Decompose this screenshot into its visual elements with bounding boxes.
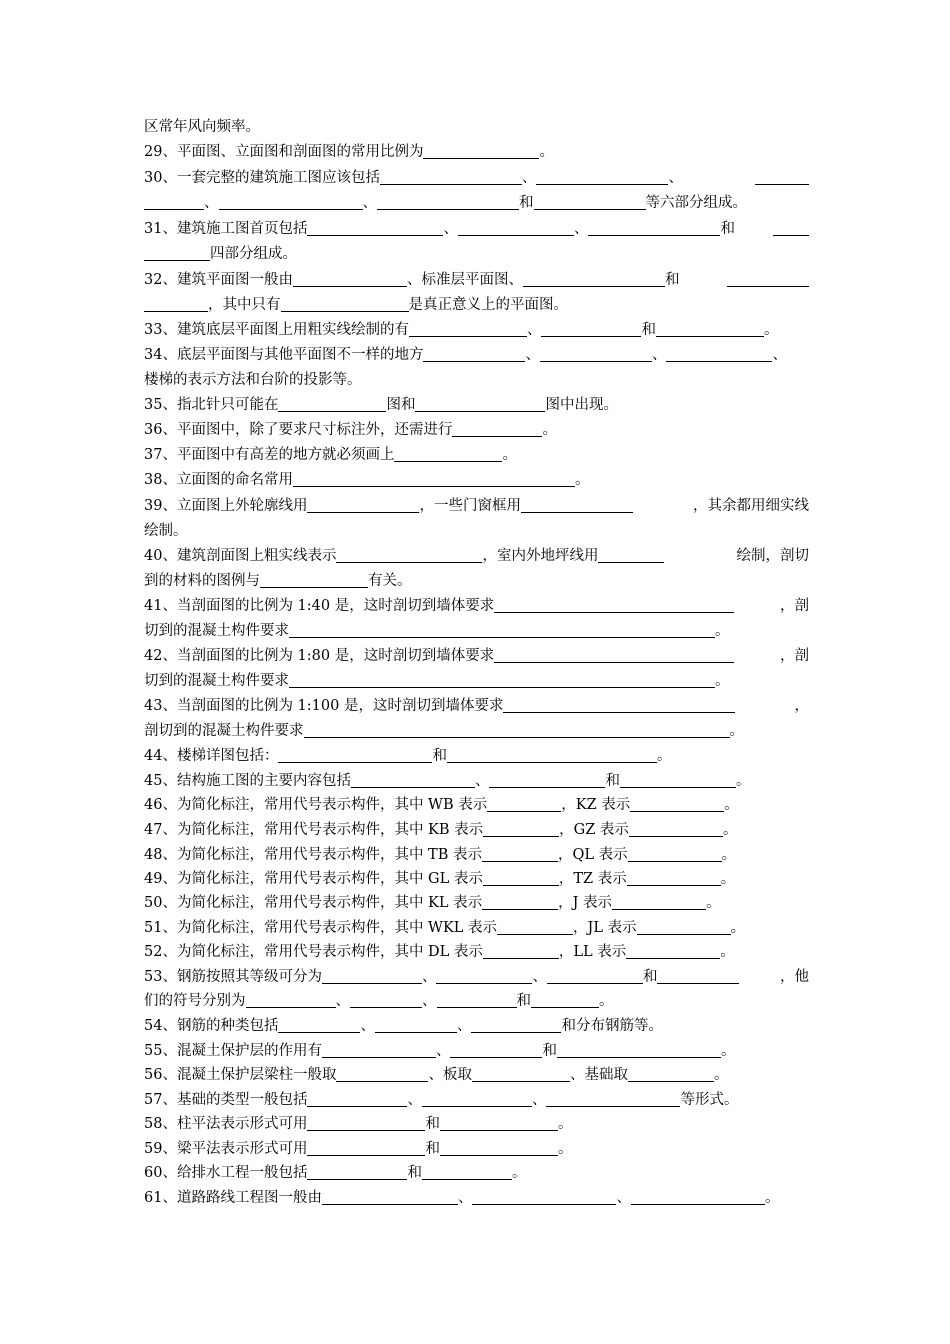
question-35: 35、指北针只可能在 图和 图中出现。 [144,393,809,417]
answer-blank[interactable] [447,745,657,763]
answer-blank[interactable] [546,1089,680,1107]
answer-blank[interactable] [503,695,735,713]
answer-blank[interactable] [540,344,652,362]
answer-blank[interactable] [422,1162,512,1180]
question-52: 52、为简化标注，常用代号表示构件，其中 DL 表示 ，LL 表示 。 [144,940,809,964]
answer-blank[interactable] [482,844,558,862]
question-53-cont: 们的符号分别为 、 、 和 。 [144,989,809,1013]
answer-blank[interactable] [322,1040,436,1058]
answer-blank[interactable] [423,344,525,362]
answer-blank[interactable] [541,319,641,337]
answer-blank[interactable] [322,1187,458,1205]
answer-blank[interactable] [380,167,522,185]
answer-blank[interactable] [547,966,643,984]
question-30: 30、一套完整的建筑施工图应该包括 、 、 [144,166,809,190]
question-46: 46、为简化标注，常用代号表示构件，其中 WB 表示 ，KZ 表示 。 [144,793,809,817]
answer-blank[interactable] [637,917,731,935]
answer-blank[interactable] [422,1089,532,1107]
question-50: 50、为简化标注，常用代号表示构件，其中 KL 表示 ，J 表示 。 [144,891,809,915]
answer-blank[interactable] [489,770,605,788]
answer-blank[interactable] [483,941,559,959]
question-51: 51、为简化标注，常用代号表示构件，其中 WKL 表示 ，JL 表示 。 [144,916,809,940]
question-59: 59、梁平法表示形式可用 和 。 [144,1137,809,1161]
answer-blank[interactable] [144,243,210,261]
answer-blank[interactable] [440,1138,558,1156]
answer-blank[interactable] [351,770,475,788]
question-55: 55、混凝土保护层的作用有 、 和 。 [144,1039,809,1063]
question-37: 37、平面图中有高差的地方就必须画上 。 [144,443,809,467]
question-32: 32、建筑平面图一般由 、标准层平面图、 和 [144,268,809,292]
answer-blank[interactable] [521,495,633,513]
question-30-cont: 、 、 和 等六部分组成。 [144,191,809,215]
answer-blank[interactable] [437,990,517,1008]
answer-blank[interactable] [350,990,422,1008]
question-44: 44、楼梯详图包括： 和 。 [144,744,809,768]
answer-blank[interactable] [293,269,407,287]
answer-blank[interactable] [631,1187,765,1205]
answer-blank[interactable] [436,966,532,984]
answer-blank[interactable] [472,1187,616,1205]
answer-blank[interactable] [534,192,646,210]
answer-blank[interactable] [727,269,809,287]
question-42: 42、当剖面图的比例为 1:80 是，这时剖切到墙体要求 ，剖 [144,644,809,668]
question-38: 38、立面图的命名常用 。 [144,468,809,492]
answer-blank[interactable] [409,319,527,337]
answer-blank[interactable] [482,892,558,910]
question-48: 48、为简化标注，常用代号表示构件，其中 TB 表示 ，QL 表示 。 [144,843,809,867]
answer-blank[interactable] [666,344,772,362]
question-32-cont: ，其中只有 是真正意义上的平面图。 [144,293,809,317]
answer-blank[interactable] [494,645,734,663]
answer-blank[interactable] [483,819,559,837]
question-33: 33、建筑底层平面图上用粗实线绘制的有 、 和 。 [144,318,809,342]
answer-blank[interactable] [523,269,665,287]
answer-blank[interactable] [144,294,208,312]
answer-blank[interactable] [307,1162,407,1180]
answer-blank[interactable] [588,218,720,236]
question-47: 47、为简化标注，常用代号表示构件，其中 KB 表示 ，GZ 表示 。 [144,818,809,842]
answer-blank[interactable] [440,1113,558,1131]
answer-blank[interactable] [304,720,730,738]
answer-blank[interactable] [289,620,715,638]
question-56: 56、混凝土保护层梁柱一般取 、板取 、基础取 。 [144,1063,809,1087]
question-39-cont: 绘制。 [144,523,188,539]
answer-blank[interactable] [626,941,720,959]
answer-blank[interactable] [246,990,336,1008]
question-39: 39、立面图上外轮廓线用 ，一些门窗框用 ，其余都用细实线 [144,494,809,518]
answer-blank[interactable] [377,192,519,210]
answer-blank[interactable] [423,141,539,159]
answer-blank[interactable] [657,966,739,984]
answer-blank[interactable] [336,1064,428,1082]
question-40: 40、建筑剖面图上粗实线表示 ，室内外地坪线用 绘制，剖切 [144,544,809,568]
question-41: 41、当剖面图的比例为 1:40 是，这时剖切到墙体要求 ，剖 [144,594,809,618]
answer-blank[interactable] [487,794,561,812]
question-34: 34、底层平面图与其他平面图不一样的地方 、 、 、 [144,343,809,367]
question-61: 61、道路路线工程图一般由 、 、 。 [144,1186,809,1210]
question-40-cont: 到的材料的图例与 有关。 [144,569,809,593]
answer-blank[interactable] [307,1089,407,1107]
answer-blank[interactable] [483,868,559,886]
answer-blank[interactable] [656,319,764,337]
answer-blank[interactable] [755,167,809,185]
question-31: 31、建筑施工图首页包括 、 、 和 [144,217,809,241]
question-41-cont: 切到的混凝土构件要求 。 [144,619,809,643]
answer-blank[interactable] [307,1113,425,1131]
answer-blank[interactable] [629,819,723,837]
answer-blank[interactable] [415,394,545,412]
answer-blank[interactable] [375,1015,457,1033]
answer-blank[interactable] [531,990,599,1008]
answer-blank[interactable] [293,469,575,487]
answer-blank[interactable] [557,1040,721,1058]
question-57: 57、基础的类型一般包括 、 、 等形式。 [144,1088,809,1112]
answer-blank[interactable] [278,394,386,412]
answer-blank[interactable] [612,892,706,910]
answer-blank[interactable] [322,966,422,984]
question-60: 60、给排水工程一般包括 和 。 [144,1161,809,1185]
answer-blank[interactable] [628,1064,714,1082]
question-31-cont: 四部分组成。 [144,242,809,266]
answer-blank[interactable] [628,844,722,862]
answer-blank[interactable] [630,794,724,812]
question-43-cont: 剖切到的混凝土构件要求 。 [144,719,809,743]
question-43: 43、当剖面图的比例为 1:100 是，这时剖切到墙体要求 ， [144,694,809,718]
answer-blank[interactable] [471,1015,561,1033]
answer-blank[interactable] [598,545,664,563]
question-49: 49、为简化标注，常用代号表示构件，其中 GL 表示 ，TZ 表示 。 [144,867,809,891]
question-34-cont: 楼梯的表示方法和台阶的投影等。 [144,372,362,388]
question-45: 45、结构施工图的主要内容包括 、 和 。 [144,769,809,793]
answer-blank[interactable] [219,192,363,210]
answer-blank[interactable] [450,1040,542,1058]
answer-blank[interactable] [281,294,409,312]
question-42-cont: 切到的混凝土构件要求 。 [144,669,809,693]
answer-blank[interactable] [773,218,809,236]
answer-blank[interactable] [144,192,204,210]
question-29: 29、平面图、立面图和剖面图的常用比例为 。 [144,140,809,164]
answer-blank[interactable] [307,495,419,513]
answer-blank[interactable] [536,167,668,185]
answer-blank[interactable] [627,868,721,886]
answer-blank[interactable] [336,545,482,563]
question-53: 53、钢筋按照其等级可分为 、 、 和 ，他 [144,965,809,989]
answer-blank[interactable] [307,1138,425,1156]
question-58: 58、柱平法表示形式可用 和 。 [144,1112,809,1136]
answer-blank[interactable] [289,670,715,688]
question-54: 54、钢筋的种类包括 、 、 和分布钢筋等。 [144,1014,809,1038]
answer-blank[interactable] [278,1015,360,1033]
answer-blank[interactable] [452,419,542,437]
answer-blank[interactable] [620,770,736,788]
answer-blank[interactable] [307,218,443,236]
text-line: 区常年风向频率。 [144,119,260,135]
answer-blank[interactable] [472,1064,570,1082]
question-36: 36、平面图中，除了要求尺寸标注外，还需进行 。 [144,418,809,442]
answer-blank[interactable] [458,218,574,236]
answer-blank[interactable] [497,917,573,935]
answer-blank[interactable] [394,444,502,462]
answer-blank[interactable] [260,570,368,588]
answer-blank[interactable] [494,595,734,613]
answer-blank[interactable] [278,745,432,763]
